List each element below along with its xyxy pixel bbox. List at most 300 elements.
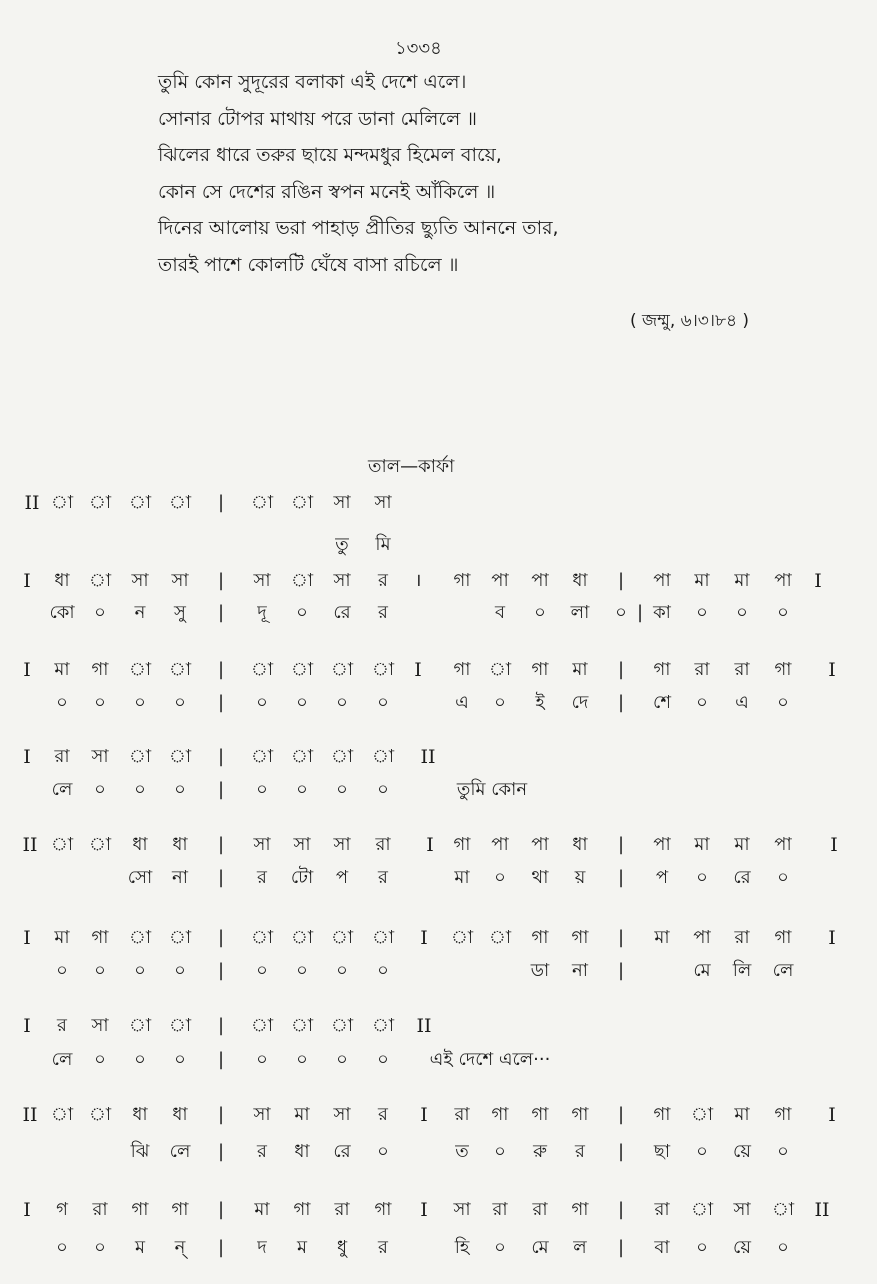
notation-cell: ০ xyxy=(777,692,789,713)
notation-cell: | xyxy=(636,602,644,623)
notation-cell: সা xyxy=(374,492,392,513)
notation-cell: য়ে xyxy=(733,1237,751,1258)
notation-cell: I xyxy=(828,927,836,949)
notation-cell: ০ xyxy=(377,960,389,981)
notation-cell: I xyxy=(420,927,428,949)
notation-cell: পা xyxy=(774,570,792,591)
notation-cell: সা xyxy=(91,746,109,767)
notation-cell: I xyxy=(23,927,31,949)
notation-cell: ধা xyxy=(172,834,188,855)
notation-cell: লে xyxy=(169,1141,191,1162)
notation-cell: ০ xyxy=(296,692,308,713)
notation-cell: া xyxy=(250,659,274,680)
notation-cell: া xyxy=(690,1104,714,1125)
notation-cell: ০ xyxy=(696,692,708,713)
notation-cell: মা xyxy=(734,834,750,855)
notation-cell: II xyxy=(416,1015,432,1037)
notation-row xyxy=(0,775,877,805)
notation-cell: মা xyxy=(694,834,710,855)
notation-cell: গা xyxy=(91,927,109,948)
notation-cell: ০ xyxy=(56,1237,68,1258)
notation-cell: া xyxy=(290,927,314,948)
notation-cell: সা xyxy=(171,570,189,591)
notation-cell: ঝি xyxy=(130,1141,150,1162)
notation-cell: া xyxy=(50,1104,74,1125)
notation-cell: | xyxy=(217,570,225,591)
notation-cell: | xyxy=(217,1015,225,1036)
notation-cell: | xyxy=(617,659,625,680)
notation-cell: ০ xyxy=(777,867,789,888)
notation-cell: া xyxy=(168,746,192,767)
notation-cell: এই দেশে এলে··· xyxy=(429,1049,551,1070)
notation-cell: া xyxy=(88,1104,112,1125)
notation-cell: | xyxy=(617,1141,625,1162)
notation-row xyxy=(0,742,877,772)
notation-cell: ০ xyxy=(296,960,308,981)
notation-row xyxy=(0,1011,877,1041)
notation-cell: গা xyxy=(653,1104,671,1125)
notation-cell: া xyxy=(128,746,152,767)
notation-cell: া xyxy=(128,927,152,948)
notation-cell: সা xyxy=(333,834,351,855)
notation-cell: II xyxy=(22,1104,38,1126)
notation-cell: র xyxy=(378,1237,388,1258)
notation-cell: | xyxy=(617,927,625,948)
notation-cell: শে xyxy=(653,692,671,713)
notation-cell: া xyxy=(250,492,274,513)
notation-cell: া xyxy=(330,927,354,948)
notation-cell: দ xyxy=(257,1237,267,1258)
notation-cell: গা xyxy=(171,1199,189,1220)
notation-cell: ০ xyxy=(256,1049,268,1070)
notation-cell: র xyxy=(378,867,388,888)
notation-cell: ই xyxy=(535,692,545,713)
notation-cell: থা xyxy=(531,867,549,888)
notation-row xyxy=(0,863,877,893)
notation-cell: | xyxy=(217,779,225,800)
notation-cell: ০ xyxy=(494,692,506,713)
page-number: ১৩৩৪ xyxy=(395,38,442,59)
notation-cell: ০ xyxy=(336,779,348,800)
notation-cell: ছা xyxy=(653,1141,671,1162)
notation-cell: তুমি কোন xyxy=(456,779,528,800)
notation-cell: গা xyxy=(774,927,792,948)
notation-cell: লা xyxy=(570,602,590,623)
notation-cell: I xyxy=(828,659,836,681)
notation-cell: রা xyxy=(92,1199,108,1220)
notation-cell: গা xyxy=(531,1104,549,1125)
notation-cell: মি xyxy=(375,534,391,555)
notation-row xyxy=(0,956,877,986)
notation-cell: ০ xyxy=(134,1049,146,1070)
notation-cell: ০ xyxy=(134,960,146,981)
poem-line: কোন সে দেশের রঙিন স্বপন মনেই আঁকিলে ॥ xyxy=(158,180,496,203)
notation-cell: হি xyxy=(454,1237,470,1258)
notation-cell: II xyxy=(24,492,40,514)
notation-cell: গা xyxy=(774,1104,792,1125)
notation-cell: তু xyxy=(335,534,349,555)
notation-cell: I xyxy=(23,1015,31,1037)
notation-cell: রা xyxy=(694,659,710,680)
notation-cell: গ xyxy=(56,1199,68,1220)
notation-cell: র xyxy=(378,1104,388,1125)
notation-cell: | xyxy=(217,1049,225,1070)
notation-cell: া xyxy=(128,1015,152,1036)
notation-cell: ০ xyxy=(94,1237,106,1258)
notation-cell: সা xyxy=(293,834,311,855)
notation-cell: পা xyxy=(774,834,792,855)
notation-cell: ধু xyxy=(336,1237,348,1258)
notation-cell: া xyxy=(371,927,395,948)
notation-cell: | xyxy=(617,692,625,713)
notation-cell: রা xyxy=(734,927,750,948)
notation-cell: ০ xyxy=(56,692,68,713)
notation-cell: ব xyxy=(494,602,506,623)
notation-cell: ০ xyxy=(336,1049,348,1070)
notation-cell: পা xyxy=(491,834,509,855)
notation-cell: া xyxy=(488,659,512,680)
notation-cell: গা xyxy=(131,1199,149,1220)
notation-cell: পা xyxy=(531,834,549,855)
notation-cell: া xyxy=(50,834,74,855)
notation-cell: সা xyxy=(333,570,351,591)
notation-cell: ডা xyxy=(530,960,550,981)
notation-cell: I xyxy=(828,1104,836,1126)
notation-cell: ধা xyxy=(572,834,588,855)
notation-cell: I xyxy=(420,1199,428,1221)
notation-cell: র xyxy=(575,1141,585,1162)
notation-cell: ০ xyxy=(696,867,708,888)
notation-cell: | xyxy=(217,1237,225,1258)
notation-cell: | xyxy=(217,960,225,981)
notation-cell: া xyxy=(50,492,74,513)
notation-cell: া xyxy=(290,492,314,513)
notation-cell: লে xyxy=(51,1049,73,1070)
notation-cell: ন্ xyxy=(174,1237,186,1258)
notation-row xyxy=(0,923,877,953)
notation-cell: এ xyxy=(735,692,749,713)
notation-cell: | xyxy=(217,1104,225,1125)
notation-cell: র xyxy=(378,602,388,623)
notation-cell: রা xyxy=(532,1199,548,1220)
notation-cell: I xyxy=(426,834,434,856)
notation-cell: প xyxy=(335,867,349,888)
notation-cell: লে xyxy=(51,779,73,800)
notation-cell: | xyxy=(217,1141,225,1162)
notation-cell: া xyxy=(168,927,192,948)
notation-cell: | xyxy=(217,927,225,948)
notation-cell: ০ xyxy=(377,1141,389,1162)
notation-cell: া xyxy=(250,1015,274,1036)
notation-cell: I xyxy=(814,570,822,592)
notation-cell: র xyxy=(57,1015,67,1036)
notation-cell: ধা xyxy=(54,570,70,591)
notation-cell: া xyxy=(168,1015,192,1036)
notation-cell: র xyxy=(257,1141,267,1162)
notation-cell: গা xyxy=(91,659,109,680)
notation-cell: পা xyxy=(693,927,711,948)
notation-cell: ০ xyxy=(174,779,186,800)
notation-cell: | xyxy=(617,960,625,981)
notation-cell: া xyxy=(290,1015,314,1036)
notation-cell: | xyxy=(217,834,225,855)
notation-cell: ০ xyxy=(296,602,308,623)
notation-cell: | xyxy=(617,1237,625,1258)
notation-cell: ০ xyxy=(256,779,268,800)
notation-cell: I xyxy=(420,1104,428,1126)
tala-heading: তাল—কার্ফা xyxy=(368,456,455,477)
notation-cell: ত xyxy=(455,1141,469,1162)
notation-cell: গা xyxy=(774,659,792,680)
notation-cell: বা xyxy=(654,1237,670,1258)
notation-row xyxy=(0,1045,877,1075)
notation-cell: া xyxy=(371,659,395,680)
notation-cell: মা xyxy=(734,1104,750,1125)
notation-cell: দূ xyxy=(257,602,267,623)
notation-cell: সা xyxy=(733,1199,751,1220)
notation-row xyxy=(0,1233,877,1263)
notation-cell: া xyxy=(128,492,152,513)
notation-cell: লি xyxy=(732,960,752,981)
notation-cell: ধা xyxy=(172,1104,188,1125)
notation-cell: ০ xyxy=(696,1141,708,1162)
notation-row xyxy=(0,1195,877,1225)
notation-cell: ০ xyxy=(534,602,546,623)
notation-cell: মে xyxy=(693,960,711,981)
notation-cell: গা xyxy=(374,1199,392,1220)
notation-cell: | xyxy=(617,1104,625,1125)
notation-cell: য়ে xyxy=(733,1141,751,1162)
notation-cell: ০ xyxy=(777,1237,789,1258)
notation-cell: | xyxy=(617,867,625,888)
notation-cell: ০ xyxy=(777,1141,789,1162)
notation-cell: ০ xyxy=(777,602,789,623)
notation-row xyxy=(0,655,877,685)
notation-cell: া xyxy=(330,1015,354,1036)
notation-cell: । xyxy=(414,570,422,591)
notation-cell: ল xyxy=(573,1237,587,1258)
notation-cell: য় xyxy=(574,867,586,888)
notation-cell: গা xyxy=(531,659,549,680)
notation-cell: II xyxy=(22,834,38,856)
notation-cell: ধা xyxy=(572,570,588,591)
notation-cell: ০ xyxy=(56,960,68,981)
notation-cell: া xyxy=(771,1199,795,1220)
notation-cell: া xyxy=(168,492,192,513)
notation-cell: মা xyxy=(254,1199,270,1220)
notation-cell: | xyxy=(617,1199,625,1220)
notation-cell: সা xyxy=(333,492,351,513)
notation-cell: কা xyxy=(653,602,671,623)
notation-cell: রা xyxy=(375,834,391,855)
notation-cell: পা xyxy=(653,834,671,855)
notation-cell: ০ xyxy=(336,692,348,713)
notation-cell: ০ xyxy=(696,1237,708,1258)
notation-cell: গা xyxy=(531,927,549,948)
notation-cell: প xyxy=(655,867,669,888)
notation-cell: া xyxy=(488,927,512,948)
notation-cell: ধা xyxy=(294,1141,310,1162)
notation-cell: া xyxy=(690,1199,714,1220)
notation-cell: ০ xyxy=(94,779,106,800)
notation-cell: রা xyxy=(54,746,70,767)
notation-cell: কো xyxy=(49,602,75,623)
notation-cell: এ xyxy=(455,692,469,713)
notation-cell: া xyxy=(290,570,314,591)
notation-cell: া xyxy=(330,659,354,680)
notation-row xyxy=(0,488,877,518)
notation-cell: র xyxy=(257,867,267,888)
notation-cell: | xyxy=(217,659,225,680)
notation-row xyxy=(0,1137,877,1167)
notation-cell: না xyxy=(572,960,588,981)
notation-cell: সা xyxy=(453,1199,471,1220)
notation-cell: পা xyxy=(653,570,671,591)
notation-cell: ০ xyxy=(296,779,308,800)
notation-cell: ০ xyxy=(494,1141,506,1162)
notation-cell: ০ xyxy=(134,779,146,800)
notation-cell: | xyxy=(217,867,225,888)
notation-cell: রা xyxy=(492,1199,508,1220)
notation-cell: মা xyxy=(454,867,470,888)
notation-cell: গা xyxy=(571,927,589,948)
notation-cell: া xyxy=(290,746,314,767)
notation-cell: ০ xyxy=(377,1049,389,1070)
notation-cell: রে xyxy=(733,867,751,888)
notation-cell: ন xyxy=(134,602,146,623)
notation-cell: II xyxy=(814,1199,830,1221)
notation-cell: পা xyxy=(531,570,549,591)
notation-cell: া xyxy=(88,570,112,591)
notation-cell: রা xyxy=(734,659,750,680)
notation-row xyxy=(0,566,877,596)
notation-cell: না xyxy=(172,867,188,888)
notation-row xyxy=(0,598,877,628)
notation-cell: র xyxy=(378,570,388,591)
notation-cell: I xyxy=(414,659,422,681)
notation-cell: গা xyxy=(293,1199,311,1220)
notation-cell: া xyxy=(88,834,112,855)
notation-cell: রা xyxy=(654,1199,670,1220)
notation-cell: গা xyxy=(653,659,671,680)
notation-cell: সু xyxy=(174,602,186,623)
notation-cell: গা xyxy=(453,834,471,855)
notation-row xyxy=(0,530,877,560)
notation-cell: ধা xyxy=(132,834,148,855)
notation-cell: | xyxy=(617,834,625,855)
notation-cell: ০ xyxy=(94,960,106,981)
notation-cell: | xyxy=(217,602,225,623)
poem-line: তারই পাশে কোলটি ঘেঁষে বাসা রচিলে ॥ xyxy=(158,253,459,276)
notation-cell: ০ xyxy=(174,692,186,713)
notation-cell: রা xyxy=(454,1104,470,1125)
notation-cell: া xyxy=(371,1015,395,1036)
notation-cell: ০ xyxy=(377,692,389,713)
notation-cell: সা xyxy=(253,834,271,855)
notation-cell: ০ xyxy=(174,960,186,981)
notation-cell: ০ xyxy=(615,602,627,623)
notation-cell: া xyxy=(250,746,274,767)
notation-cell: া xyxy=(330,746,354,767)
notation-cell: গা xyxy=(453,659,471,680)
notation-cell: সা xyxy=(91,1015,109,1036)
notation-cell: I xyxy=(830,834,838,856)
notation-row xyxy=(0,1100,877,1130)
notation-cell: মা xyxy=(294,1104,310,1125)
poem-line: দিনের আলোয় ভরা পাহাড় প্রীতির ছ্যুতি আননে তার, xyxy=(158,217,559,239)
notation-cell: ০ xyxy=(336,960,348,981)
notation-cell: লে xyxy=(772,960,794,981)
notation-cell: ০ xyxy=(134,692,146,713)
notation-cell: মা xyxy=(572,659,588,680)
notation-cell: গা xyxy=(453,570,471,591)
notation-cell: টো xyxy=(290,867,314,888)
notation-cell: | xyxy=(217,492,225,513)
notation-cell: পা xyxy=(491,570,509,591)
notation-cell: I xyxy=(23,746,31,768)
notation-cell: ০ xyxy=(494,867,506,888)
notation-cell: মা xyxy=(54,659,70,680)
notation-row xyxy=(0,830,877,860)
notation-cell: ০ xyxy=(94,692,106,713)
notation-cell: া xyxy=(371,746,395,767)
notation-cell: রা xyxy=(334,1199,350,1220)
notation-cell: সা xyxy=(333,1104,351,1125)
notation-cell: I xyxy=(23,570,31,592)
notation-cell: ০ xyxy=(296,1049,308,1070)
notation-cell: মা xyxy=(654,927,670,948)
notation-cell: রে xyxy=(333,602,351,623)
notation-cell: ০ xyxy=(696,602,708,623)
poem-line: ঝিলের ধারে তরুর ছায়ে মন্দমধুর হিমেল বায়ে, xyxy=(158,144,502,166)
notation-cell: ০ xyxy=(94,602,106,623)
notation-cell: া xyxy=(450,927,474,948)
poem-line: সোনার টোপর মাথায় পরে ডানা মেলিলে ॥ xyxy=(158,107,478,130)
notation-cell: গা xyxy=(571,1104,589,1125)
notation-cell: ০ xyxy=(174,1049,186,1070)
notation-cell: I xyxy=(23,1199,31,1221)
notation-cell: II xyxy=(420,746,436,768)
notation-cell: ধা xyxy=(132,1104,148,1125)
notation-cell: া xyxy=(128,659,152,680)
notation-cell: | xyxy=(617,570,625,591)
notation-cell: | xyxy=(217,1199,225,1220)
notation-cell: সা xyxy=(253,1104,271,1125)
notation-cell: মা xyxy=(694,570,710,591)
notation-cell: I xyxy=(23,659,31,681)
notation-cell: ম xyxy=(135,1237,145,1258)
notation-cell: | xyxy=(217,692,225,713)
notation-cell: ০ xyxy=(256,960,268,981)
notation-cell: গা xyxy=(571,1199,589,1220)
notation-cell: া xyxy=(290,659,314,680)
notation-cell: সা xyxy=(253,570,271,591)
notation-cell: | xyxy=(217,746,225,767)
notation-cell: মা xyxy=(54,927,70,948)
notation-cell: ০ xyxy=(494,1237,506,1258)
notation-cell: দে xyxy=(571,692,589,713)
notation-cell: ০ xyxy=(256,692,268,713)
notation-row xyxy=(0,688,877,718)
notation-cell: া xyxy=(250,927,274,948)
poem-line: তুমি কোন সুদূরের বলাকা এই দেশে এলে। xyxy=(158,71,467,93)
notation-cell: গা xyxy=(491,1104,509,1125)
notation-cell: ম xyxy=(297,1237,307,1258)
notation-cell: রে xyxy=(333,1141,351,1162)
citation: ( জম্মু, ৬।৩।৮৪ ) xyxy=(630,311,750,331)
notation-cell: মে xyxy=(531,1237,549,1258)
notation-cell: া xyxy=(168,659,192,680)
